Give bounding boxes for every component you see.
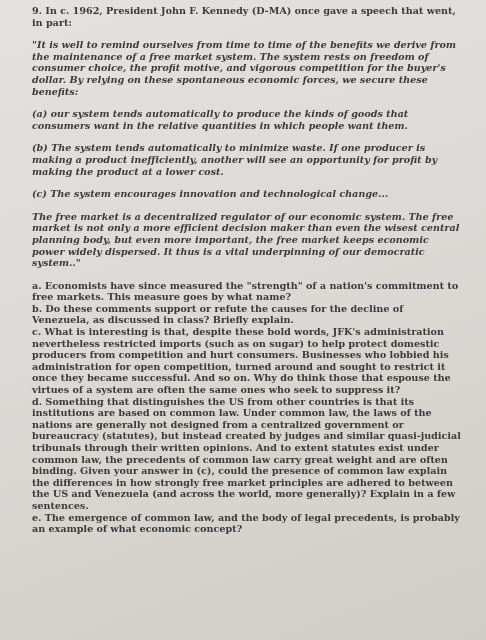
quote-paragraph-opening: "It is well to remind ourselves from time to time of the benefits we derive from the maintenance of a free market system. The system rests on freedom of consumer choice, the profit motive, and vigorous competition for the buyer's dollar. By relying on these spontaneous economic forces, we secure these benefits:	[32, 40, 457, 98]
sub-question-c: c. What is interesting is that, despite these bold words, JFK's administration nevertheless restricted imports (such as on sugar) to help protect domestic producers from competition and hurt consumers. Businesses who lobbied his administration for open competition, turned around and sought to restrict it once they became successful. And so on. Why do think those that espouse the virtues of a system are often the same ones who seek to suppress it?	[32, 327, 451, 397]
sub-question-b: b. Do these comments support or refute the causes for the decline of Venezuela, as discussed in class? Briefly explain.	[32, 303, 404, 327]
kennedy-quote	[32, 40, 464, 270]
sub-question-a: a. Economists have since measured the "strength" of a nation's commitment to free markets. This measure goes by what name?	[32, 280, 459, 304]
sub-question-e: e. The emergence of common law, and the body of legal precedents, is probably an example of what economic concept?	[32, 512, 460, 536]
quote-paragraph-b: (b) The system tends automatically to minimize waste. If one producer is making a product inefficiently, another will see an opportunity for profit by making the product at a lower cost.	[32, 143, 438, 178]
sub-question-d: d. Something that distinguishes the US from other countries is that its institutions are based on common law. Under common law, the laws of the nations are generally not designed from a centralized government or bureaucracy (statutes), but instead created by judges and similar quasi-judicial tribunals through their written opinions. And to extent statutes exist under common law, the precedents of common law carry great weight and are often binding. Given your answer in (c), could the presence of common law explain the differences in how strongly free market principles are adhered to between the US and Venezuela (and across the world, more generally)? Explain in a few sentences.	[32, 396, 461, 512]
question-intro: 9. In c. 1962, President John F. Kennedy (D-MA) once gave a speech that went, in part:	[32, 6, 456, 29]
quote-paragraph-a: (a) our system tends automatically to produce the kinds of goods that consumers want in the relative quantities in which people want them.	[32, 109, 409, 132]
quote-paragraph-closing: The free market is a decentralized regulator of our economic system. The free market is not only a more efficient decision maker than even the wisest central planning body, but even more important, the free market keeps economic power widely dispersed. It thus is a vital underpinning of our democratic system.."	[32, 211, 460, 270]
sub-questions	[32, 281, 464, 536]
quote-paragraph-c: (c) The system encourages innovation and technological change...	[32, 189, 389, 201]
